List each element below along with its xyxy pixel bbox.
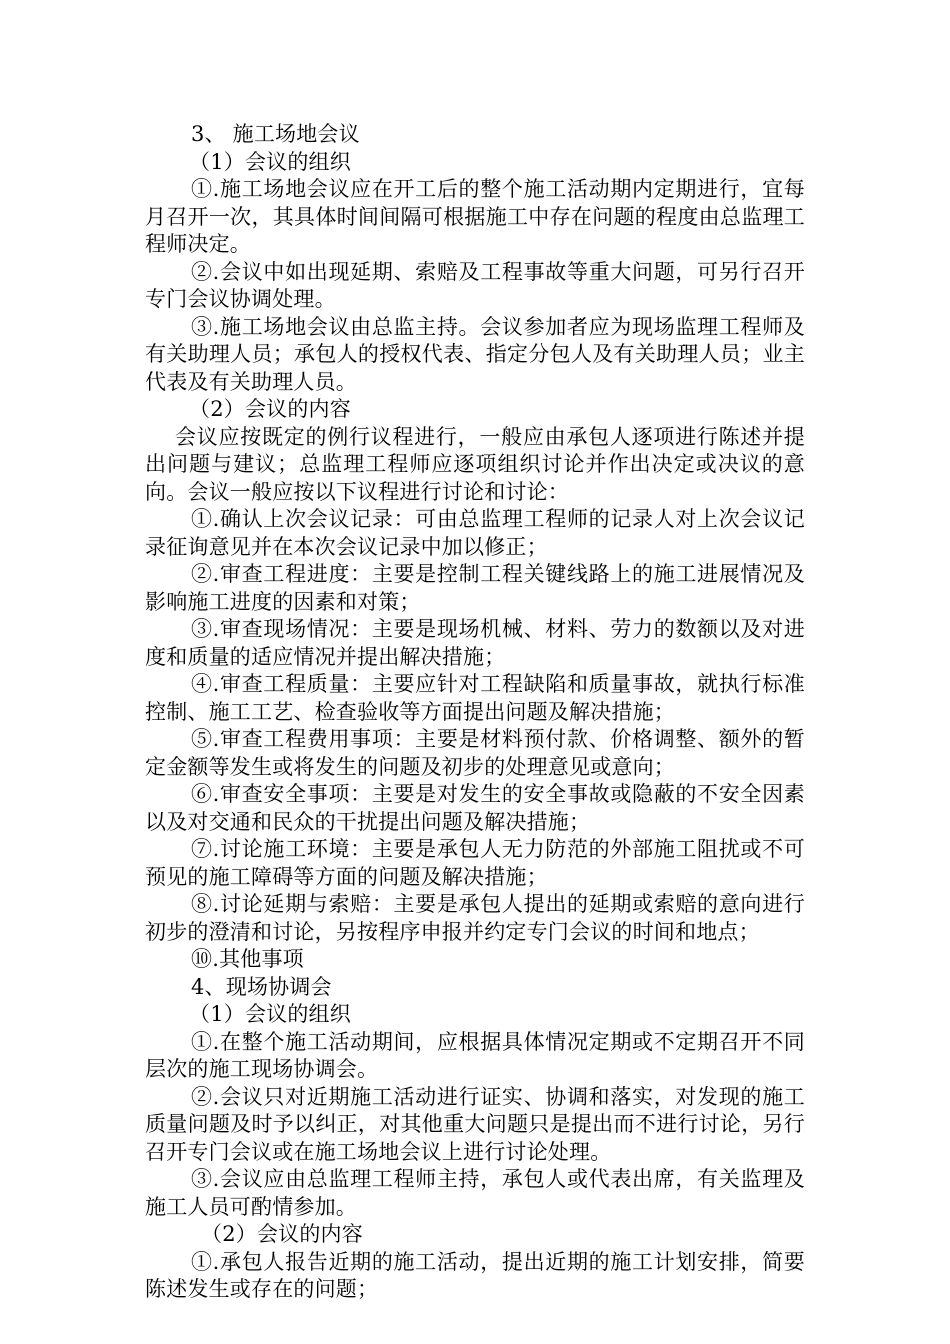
document-paragraph: ①.施工场地会议应在开工后的整个施工活动期内定期进行，宜每月召开一次，其具体时间间隔可根据施工中存在问题的程度由总监理工程师决定。: [145, 177, 805, 256]
document-paragraph: ⑦.讨论施工环境：主要是承包人无力防范的外部施工阻扰或不可预见的施工障碍等方面的问题及解决措施；: [145, 837, 805, 889]
document-paragraph: ②.审查工程进度：主要是控制工程关键线路上的施工进展情况及影响施工进度的因素和对策；: [145, 562, 805, 614]
document-paragraph: ⑥.审查安全事项：主要是对发生的安全事故或隐蔽的不安全因素以及对交通和民众的干扰提出问题及解决措施；: [145, 782, 805, 834]
document-paragraph: ③.施工场地会议由总监主持。会议参加者应为现场监理工程师及有关助理人员；承包人的授权代表、指定分包人及有关助理人员；业主代表及有关助理人员。: [145, 314, 805, 394]
document-paragraph: ⑤.审查工程费用事项：主要是材料预付款、价格调整、额外的暂定金额等发生或将发生的问题及初步的处理意见或意向；: [145, 727, 805, 779]
document-paragraph: （2）会议的内容: [201, 1222, 363, 1246]
document-paragraph: 4、现场协调会: [191, 974, 332, 999]
document-paragraph: ③.会议应由总监理工程师主持，承包人或代表出席，有关监理及施工人员可酌情参加。: [145, 1167, 805, 1219]
document-paragraph: ③.审查现场情况：主要是现场机械、材料、劳力的数额以及对进度和质量的适应情况并提出解决措施；: [145, 617, 805, 669]
document-paragraph: ⑩.其他事项: [191, 947, 304, 971]
document-paragraph: （1）会议的组织: [189, 1002, 351, 1026]
document-body: [145, 121, 805, 1304]
document-paragraph: ②.会议中如出现延期、索赔及工程事故等重大问题，可另行召开专门会议协调处理。: [145, 259, 805, 311]
document-paragraph: ①.承包人报告近期的施工活动，提出近期的施工计划安排，简要陈述发生或存在的问题；: [145, 1249, 805, 1301]
document-paragraph: ④.审查工程质量：主要应针对工程缺陷和质量事故，就执行标准控制、施工工艺、检查验收等方面提出问题及解决措施；: [145, 672, 805, 724]
document-paragraph: （1）会议的组织: [189, 149, 351, 174]
document-paragraph: ②.会议只对近期施工活动进行证实、协调和落实，对发现的施工质量问题及时予以纠正，对其他重大问题只是提出而不进行讨论，另行召开专门会议或在施工场地会议上进行讨论处理。: [145, 1084, 805, 1164]
document-paragraph: 会议应按既定的例行议程进行，一般应由承包人逐项进行陈述并提出问题与建议；总监理工程师应逐项组织讨论并作出决定或决议的意向。会议一般应按以下议程进行讨论和讨论：: [145, 424, 805, 504]
document-paragraph: ①.确认上次会议记录：可由总监理工程师的记录人对上次会议记录征询意见并在本次会议记录中加以修正；: [145, 507, 805, 559]
document-paragraph: 3、 施工场地会议: [191, 122, 360, 146]
document-paragraph: （2）会议的内容: [189, 397, 351, 421]
document-paragraph: ①.在整个施工活动期间，应根据具体情况定期或不定期召开不同层次的施工现场协调会。: [145, 1029, 805, 1081]
document-paragraph: ⑧.讨论延期与索赔：主要是承包人提出的延期或索赔的意向进行初步的澄清和讨论，另按程序申报并约定专门会议的时间和地点；: [145, 892, 805, 944]
